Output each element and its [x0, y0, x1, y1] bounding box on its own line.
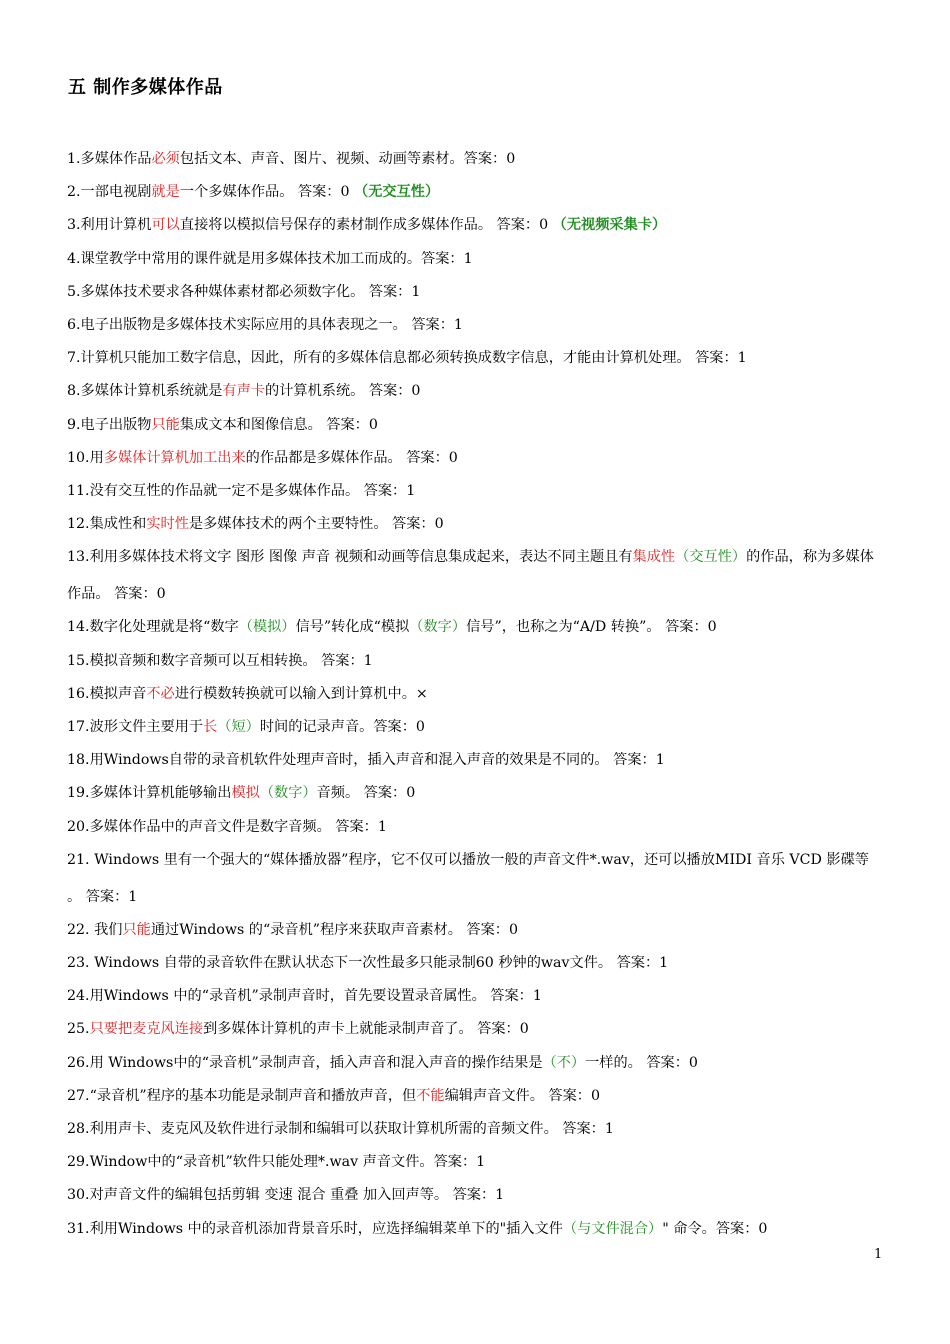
question-text: 19.多媒体计算机能够输出 — [67, 785, 232, 802]
question-item — [67, 1179, 885, 1212]
highlighted-text: （数字） — [409, 619, 467, 636]
question-text: 28.利用声卡、麦克风及软件进行录制和编辑可以获取计算机所需的音频文件。 答案：1 — [67, 1121, 614, 1138]
highlighted-text: （交互性） — [675, 549, 747, 566]
question-text: 24.用Windows 中的“录音机”录制声音时，首先要设置录音属性。 答案：1 — [67, 988, 542, 1005]
question-item — [67, 475, 885, 508]
highlighted-text: 只能 — [122, 921, 151, 938]
question-text: 信号”转化成“模拟 — [295, 619, 410, 636]
highlighted-text: （与文件混合） — [562, 1220, 663, 1237]
question-item — [67, 811, 885, 844]
question-text: 直接将以模拟信号保存的素材制作成多媒体作品。 答案：0 — [179, 217, 553, 234]
question-text: 6.电子出版物是多媒体技术实际应用的具体表现之一。 答案：1 — [67, 317, 463, 334]
question-item — [67, 209, 885, 242]
question-text: 14.数字化处理就是将“数字 — [67, 619, 239, 636]
question-item — [67, 914, 885, 947]
question-item — [67, 309, 885, 342]
question-text: 18.用Windows自带的录音机软件处理声音时，插入声音和混入声音的效果是不同的。 答案：1 — [67, 752, 665, 769]
question-text: 13.利用多媒体技术将文字 图形 图像 声音 视频和动画等信息集成起来，表达不同主题且有 — [67, 549, 633, 566]
question-text: 12.集成性和 — [67, 516, 147, 533]
question-item — [67, 409, 885, 442]
highlighted-text: （不） — [542, 1054, 586, 1071]
question-text: 26.用 Windows中的“录音机”录制声音，插入声音和混入声音的操作结果是 — [67, 1054, 543, 1071]
question-text: 23. Windows 自带的录音软件在默认状态下一次性最多只能录制60 秒钟的wav文件。 答案：1 — [67, 955, 669, 972]
question-item — [67, 143, 885, 176]
question-text: 21. Windows 里有一个强大的“媒体播放器”程序，它不仅可以播放一般的声音文件*.wav，还可以播放MIDI 音乐 VCD 影碟等 。 答案：1 — [67, 851, 869, 905]
question-text: 2.一部电视剧 — [67, 184, 152, 201]
question-item — [67, 611, 885, 644]
question-item — [67, 744, 885, 777]
question-text: 集成文本和图像信息。 答案：0 — [179, 416, 378, 433]
question-item — [67, 1213, 885, 1246]
question-text: 的计算机系统。 答案：0 — [265, 383, 421, 400]
question-text: 10.用 — [67, 449, 104, 466]
highlighted-text: 集成性 — [632, 549, 676, 566]
question-item — [67, 442, 885, 475]
question-text: 一样的。 答案：0 — [585, 1054, 698, 1071]
question-item — [67, 342, 885, 375]
question-text: 时间的记录声音。答案：0 — [259, 719, 425, 736]
question-text: 22. 我们 — [67, 921, 123, 938]
question-text: 5.多媒体技术要求各种媒体素材都必须数字化。 答案：1 — [67, 283, 421, 300]
question-item — [67, 176, 885, 209]
question-text: 11.没有交互性的作品就一定不是多媒体作品。 答案：1 — [67, 483, 416, 500]
question-item — [67, 1113, 885, 1146]
question-item — [67, 1080, 885, 1113]
question-item — [67, 276, 885, 309]
question-item — [67, 645, 885, 678]
question-item — [67, 947, 885, 980]
question-text: 31.利用Windows 中的录音机添加背景音乐时，应选择编辑菜单下的"插入文件 — [67, 1220, 563, 1237]
question-text: 一个多媒体作品。 答案：0 — [179, 184, 354, 201]
page-number: 1 — [874, 1247, 883, 1262]
question-item — [67, 1146, 885, 1179]
highlighted-text: 不必 — [146, 685, 175, 702]
question-text: 27.“录音机”程序的基本功能是录制声音和播放声音，但 — [67, 1087, 417, 1104]
question-text: 进行模数转换就可以输入到计算机中。× — [174, 685, 428, 702]
question-item — [67, 842, 885, 916]
question-text: 7.计算机只能加工数字信息，因此，所有的多媒体信息都必须转换成数字信息，才能由计算机处理。 答案：1 — [67, 350, 747, 367]
section-title: 五 制作多媒体作品 — [68, 77, 223, 98]
highlighted-text: （数字） — [259, 785, 317, 802]
question-list — [67, 143, 885, 1246]
highlighted-text: 只要把麦克风连接 — [89, 1021, 204, 1038]
question-item — [67, 539, 885, 613]
question-text: 编辑声音文件。 答案：0 — [444, 1087, 601, 1104]
question-text: 通过Windows 的“录音机”程序来获取声音素材。 答案：0 — [150, 921, 519, 938]
question-text: 的作品，称为多媒体作品。 答案：0 — [67, 549, 874, 603]
question-text: 1.多媒体作品 — [67, 151, 152, 167]
question-item — [67, 777, 885, 810]
question-text: 30.对声音文件的编辑包括剪辑 变速 混合 重叠 加入回声等。 答案：1 — [67, 1187, 505, 1204]
question-text: 15.模拟音频和数字音频可以互相转换。 答案：1 — [67, 652, 373, 669]
highlighted-text: 就是 — [151, 184, 180, 201]
question-item — [67, 243, 885, 276]
highlighted-text: 实时性 — [146, 516, 189, 533]
highlighted-text: （无视频采集卡） — [552, 217, 667, 234]
question-text: 4.课堂教学中常用的课件就是用多媒体技术加工而成的。答案：1 — [67, 250, 473, 267]
highlighted-text: （无交互性） — [354, 184, 440, 201]
highlighted-text: 多媒体计算机加工出来 — [103, 449, 246, 466]
question-text: 信号”，也称之为“A/D 转换”。 答案：0 — [466, 619, 717, 636]
question-item — [67, 508, 885, 541]
question-text: 8.多媒体计算机系统就是 — [67, 383, 223, 400]
question-text: 3.利用计算机 — [67, 217, 152, 234]
highlighted-text: 可以 — [151, 217, 180, 234]
question-text: 16.模拟声音 — [67, 685, 147, 702]
highlighted-text: （短） — [217, 719, 260, 736]
question-text: 17.波形文件主要用于 — [67, 719, 204, 736]
highlighted-text: 只能 — [151, 416, 180, 433]
question-text: 到多媒体计算机的声卡上就能录制声音了。 答案：0 — [203, 1021, 529, 1038]
question-text: 音频。 答案：0 — [316, 785, 416, 802]
highlighted-text: 不能 — [416, 1087, 445, 1104]
highlighted-text: （模拟） — [238, 619, 296, 636]
highlighted-text: 长 — [203, 719, 218, 736]
question-text: 的作品都是多媒体作品。 答案：0 — [245, 449, 458, 466]
highlighted-text: 必须 — [151, 151, 180, 167]
question-text: 20.多媒体作品中的声音文件是数字音频。 答案：1 — [67, 818, 387, 835]
question-item — [67, 1047, 885, 1080]
question-text: 是多媒体技术的两个主要特性。 答案：0 — [188, 516, 444, 533]
question-text: 29.Window中的“录音机”软件只能处理*.wav 声音文件。答案：1 — [67, 1154, 486, 1171]
question-item — [67, 678, 885, 711]
question-text: " 命令。答案：0 — [662, 1220, 768, 1237]
question-item — [67, 375, 885, 408]
highlighted-text: 模拟 — [231, 785, 260, 802]
highlighted-text: 有声卡 — [222, 383, 265, 400]
question-text: 9.电子出版物 — [67, 416, 152, 433]
question-item — [67, 711, 885, 744]
question-text: 25. — [67, 1021, 90, 1038]
question-text: 包括文本、声音、图片、视频、动画等素材。答案：0 — [179, 151, 516, 167]
question-item — [67, 1013, 885, 1046]
question-item — [67, 980, 885, 1013]
